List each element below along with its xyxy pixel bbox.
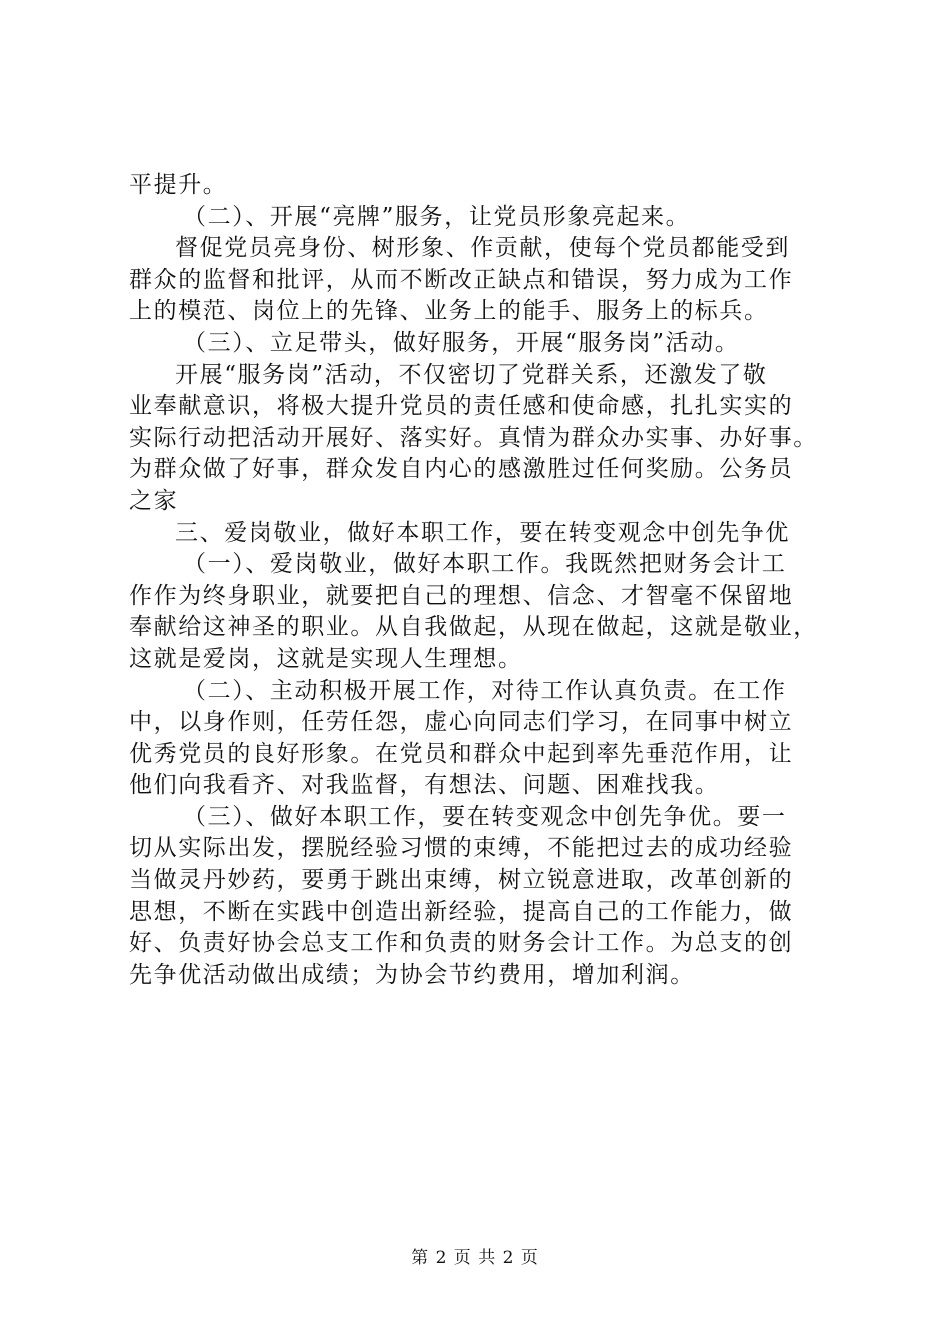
text-line: 实际行动把活动开展好、落实好。真情为群众办实事、办好事。 [129,424,818,451]
text-line: 优秀党员的良好形象。在党员和群众中起到率先垂范作用，让 [129,740,794,767]
text-line: 切从实际出发，摆脱经验习惯的束缚，不能把过去的成功经验 [129,835,794,862]
text-line: 中，以身作则，任劳任怨，虚心向同志们学习，在同事中树立 [129,709,794,736]
text-line: 奉献给这神圣的职业。从自我做起，从现在做起，这就是敬业， [129,614,818,641]
page-number-footer: 第 2 页 共 2 页 [411,1248,539,1268]
section-heading: （一）、爱岗敬业，做好本职工作。我既然把财务会计工 [183,551,787,578]
document-body [129,170,829,991]
section-heading: （二）、开展“亮牌”服务，让党员形象亮起来。 [183,203,691,230]
text-line: 督促党员亮身份、树形象、作贡献，使每个党员都能受到 [175,235,790,262]
text-line: 当做灵丹妙药，要勇于跳出束缚，树立锐意进取，改革创新的 [129,867,794,894]
section-heading: （三）、立足带头，做好服务，开展“服务岗”活动。 [183,329,740,356]
text-line: 他们向我看齐、对我监督，有想法、问题、困难找我。 [129,772,720,799]
text-line: 先争优活动做出成绩；为协会节约费用，增加利润。 [129,961,695,988]
section-heading: （三）、做好本职工作，要在转变观念中创先争优。要一 [183,803,787,830]
text-line: 开展“服务岗”活动，不仅密切了党群关系，还激发了敬 [175,361,768,388]
text-line: 好、负责好协会总支工作和负责的财务会计工作。为总支的创 [129,930,794,957]
text-line: 上的模范、岗位上的先锋、业务上的能手、服务上的标兵。 [129,298,769,325]
text-line: 群众的监督和批评，从而不断改正缺点和错误，努力成为工作 [129,266,794,293]
text-line: 为群众做了好事，群众发自内心的感激胜过任何奖励。公务员 [129,456,794,483]
section-heading: （二）、主动积极开展工作，对待工作认真负责。在工作 [183,677,787,704]
text-line: 平提升。 [129,172,228,198]
text-line: 作作为终身职业，就要把自己的理想、信念、才智毫不保留地 [129,582,794,609]
chapter-heading: 三、爱岗敬业，做好本职工作，要在转变观念中创先争优 [175,519,790,546]
text-line: 业奉献意识，将极大提升党员的责任感和使命感，扎扎实实的 [129,393,794,420]
text-line: 思想，不断在实践中创造出新经验，提高自己的工作能力，做 [129,898,794,925]
text-line: 这就是爱岗，这就是实现人生理想。 [129,645,523,672]
text-line: 之家 [129,487,179,514]
